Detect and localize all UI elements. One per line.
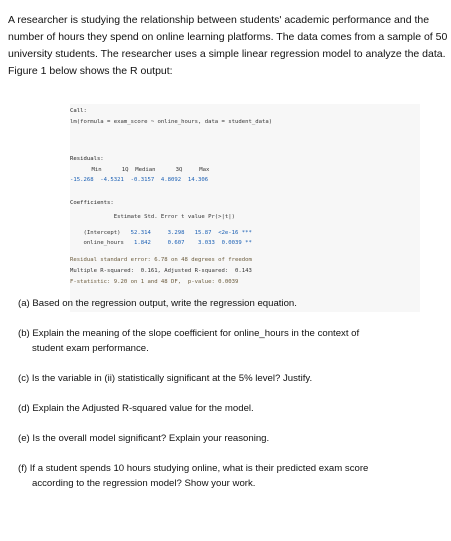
r-coef-headers: Estimate Std. Error t value Pr(>|t|)	[70, 214, 236, 220]
r-coef-hours-values: 1.842 0.607 3.033 0.0039 **	[123, 240, 252, 246]
question-b-text: Explain the meaning of the slope coefficient for online_hours in the context of	[32, 328, 360, 339]
question-a	[18, 296, 438, 311]
question-c	[18, 371, 438, 386]
intro-paragraph: A researcher is studying the relationship between students' academic performance and the number of hours they spend on online learning platforms. The data comes from a sample of 50 university students. The researcher uses a simple linear regression model to analyze the data. Figure 1 below shows the R output:	[8, 14, 448, 77]
question-e-label: (e)	[18, 433, 30, 444]
question-e	[18, 431, 438, 446]
r-coef-intercept-values: 52.314 3.298 15.87 <2e-16 ***	[120, 230, 252, 236]
r-coef-row-hours	[70, 234, 252, 252]
question-f-label: (f)	[18, 463, 28, 474]
question-d-label: (d)	[18, 403, 30, 414]
r-coef-intercept-name: (Intercept)	[83, 230, 121, 236]
r-f-statistic: F-statistic: 9.20 on 1 and 48 DF, p-value: 0.0039	[70, 279, 239, 285]
r-residuals-label: Residuals:	[70, 156, 104, 162]
question-f-text: If a student spends 10 hours studying online, what is their predicted exam score	[29, 463, 369, 474]
question-b-continuation: student exam performance.	[32, 343, 149, 354]
r-coef-hours-name: online_hours	[83, 240, 124, 246]
question-c-text: Is the variable in (ii) statistically significant at the 5% level? Justify.	[31, 373, 313, 384]
question-a-text: Based on the regression output, write the regression equation.	[32, 298, 297, 309]
question-f	[18, 461, 438, 491]
r-call-label: Call:	[70, 108, 87, 114]
r-coefficients-label: Coefficients:	[70, 200, 114, 206]
question-e-text: Is the overall model significant? Explain your reasoning.	[32, 433, 270, 444]
question-b	[18, 326, 438, 356]
question-list	[18, 296, 438, 506]
question-b-label: (b)	[18, 328, 30, 339]
question-c-label: (c)	[18, 373, 30, 384]
r-residual-headers: Min 1Q Median 3Q Max	[78, 167, 210, 173]
r-r-squared: Multiple R-squared: 0.161, Adjusted R-squared: 0.143	[70, 268, 252, 274]
question-a-label: (a)	[18, 298, 30, 309]
r-residual-std-error: Residual standard error: 6.78 on 48 degrees of freedom	[70, 257, 252, 263]
question-d-text: Explain the Adjusted R-squared value for the model.	[32, 403, 254, 414]
question-d	[18, 401, 438, 416]
question-f-continuation: according to the regression model? Show your work.	[32, 478, 256, 489]
r-residual-values: -15.268 -4.5321 -0.3157 4.8092 14.306	[70, 177, 209, 183]
r-call-formula: lm(formula = exam_score ~ online_hours, data = student_data)	[70, 119, 273, 125]
r-output-figure	[70, 104, 420, 312]
